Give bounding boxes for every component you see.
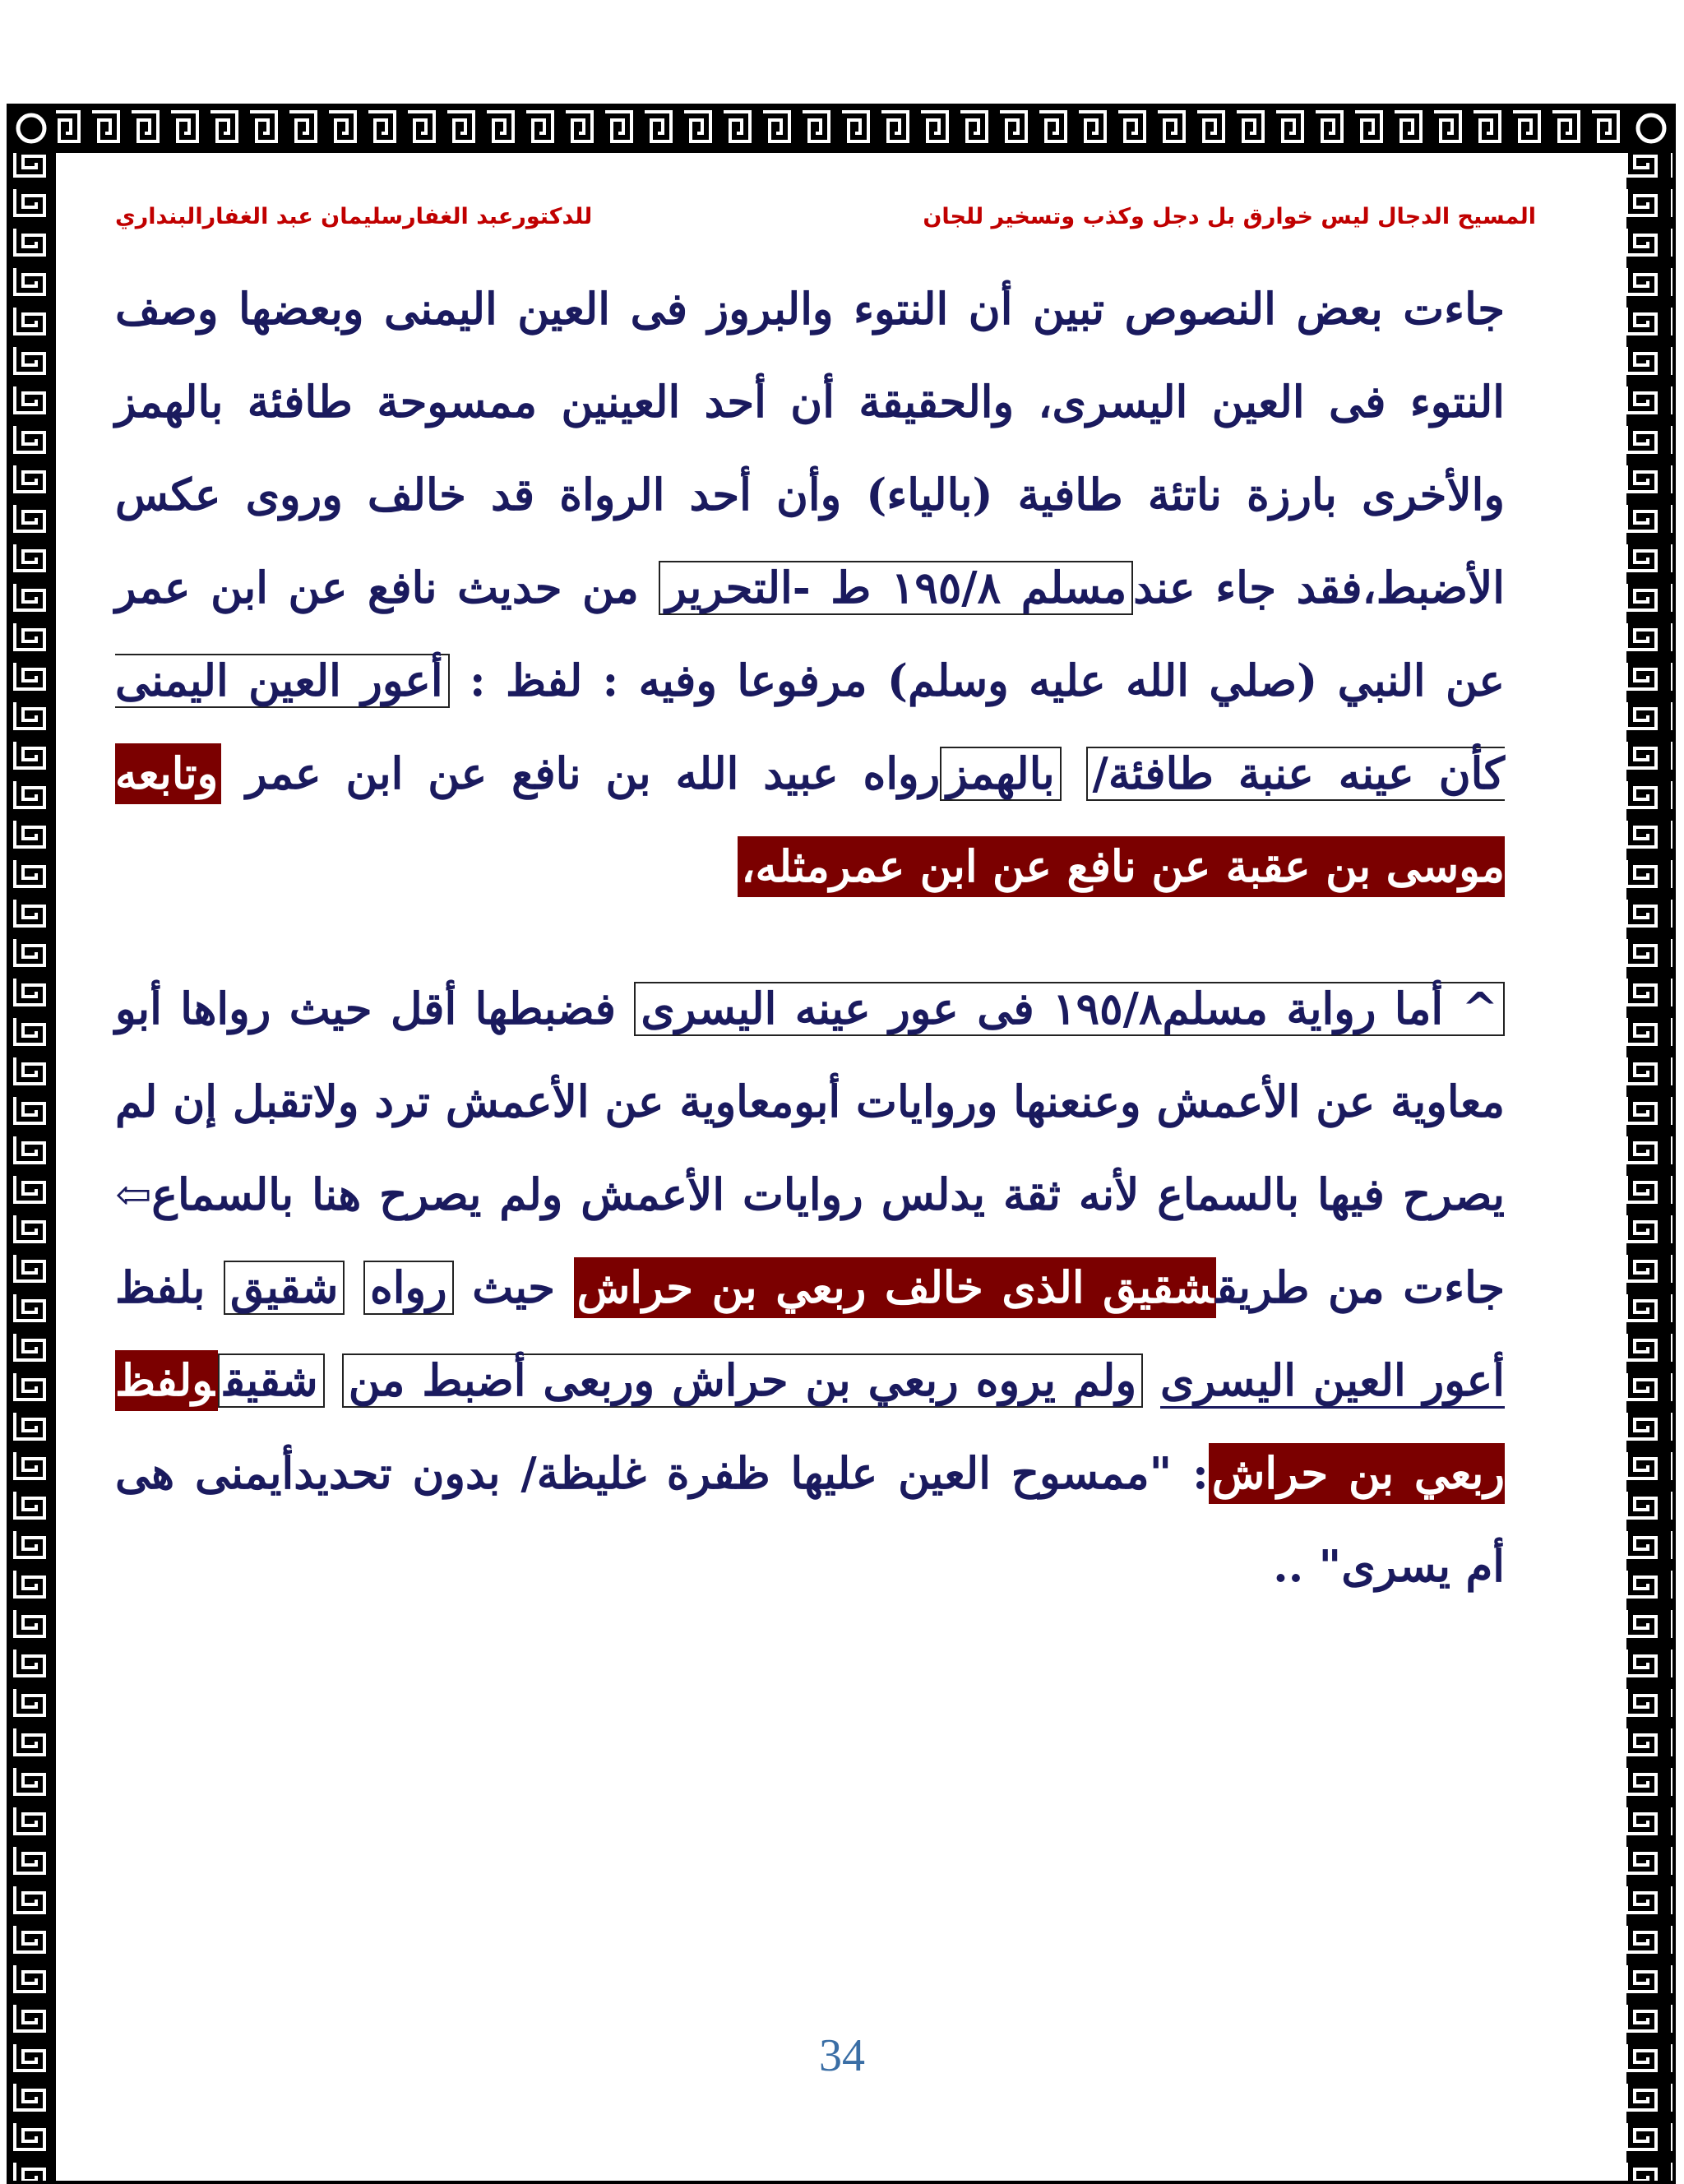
p2-text-b: جاءت من طريق [1216, 1262, 1505, 1313]
boxed-muslim-left-eye: ^ أما رواية مسلم١٩٥/٨ فى عور عينه اليسرى [634, 982, 1505, 1036]
p1-text-a: جاءت بعض النصوص تبين أن النتوء والبروز فى العين اليمنى وبعضها وصف النتوء فى العين اليسرى، والحقيقة أن أحد العينين ممسوحة طافئة بالهمز والأخرى بارزة ناتئة طافية (بالياء) وأن أحد الرواة قد خالف وروى عكس الأضبط،فقد جاء عند [115, 284, 1505, 613]
boxed-word-shaqiq-1: شقيق [224, 1261, 345, 1315]
p1-text-c: رواه عبيد الله بن نافع عن ابن عمر [246, 748, 941, 799]
main-text [115, 263, 1505, 1613]
highlight-ribi-wording: ولفظ ربعي بن حراش [115, 1350, 1505, 1504]
p2-text-a: فضبطها أقل حيث رواها أبو معاوية عن الأعمش وعنعنها وروايات أبومعاوية عن الأعمش ترد ولاتقبل إن لم يصرح فيها بالسماع لأنه ثقة يدلس روايات الأعمش ولم يصرح هنا بالسماع [115, 983, 1505, 1220]
paragraph-1 [115, 263, 1505, 914]
arrow-icon: ⇦ [115, 1169, 152, 1220]
boxed-word-shaqiq-2: شقيق [218, 1353, 325, 1408]
author-name: للدكتورعبد الغفارسليمان عبد الغفارالبنداري [115, 204, 593, 229]
boxed-ribi-statement: ولم يروه ربعي بن حراش وربعى أضبط من [342, 1353, 1143, 1408]
p2-text-c: حيث [472, 1262, 556, 1313]
boxed-word-hamz: بالهمز [940, 747, 1061, 801]
boxed-citation-muslim: مسلم ١٩٥/٨ ط -التحرير [659, 561, 1133, 615]
p2-text-d: بلفظ [115, 1262, 206, 1313]
p1-text-b: من حديث نافع عن ابن عمر عن النبي (صلي الله عليه وسلم) مرفوعا وفيه : لفظ : [115, 562, 1505, 706]
highlight-shaqiq: شقيق الذى خالف ربعي بن حراش [574, 1257, 1217, 1318]
running-header [115, 204, 1569, 237]
paragraph-2 [115, 963, 1505, 1613]
underlined-left-eye: أعور العين اليسرى [1160, 1355, 1505, 1409]
p2-text-e: : "ممسوح العين عليها ظفرة غليظة/ بدون تحديدأيمنى هى أم يسرى" .. [115, 1448, 1505, 1592]
book-title: المسيح الدجال ليس خوارق بل دجل وكذب وتسخير للجان [923, 204, 1536, 229]
boxed-word-rawah: رواه [363, 1261, 454, 1315]
boxed-quote-right-eye: أعور العين اليمنى كأن عينه عنبة طافئة/ [115, 655, 1506, 799]
highlight-musa-bin-uqba: وتابعه موسى بن عقبة عن نافع عن ابن عمرمثله، [115, 743, 1505, 897]
page-number: 34 [819, 2030, 865, 2081]
